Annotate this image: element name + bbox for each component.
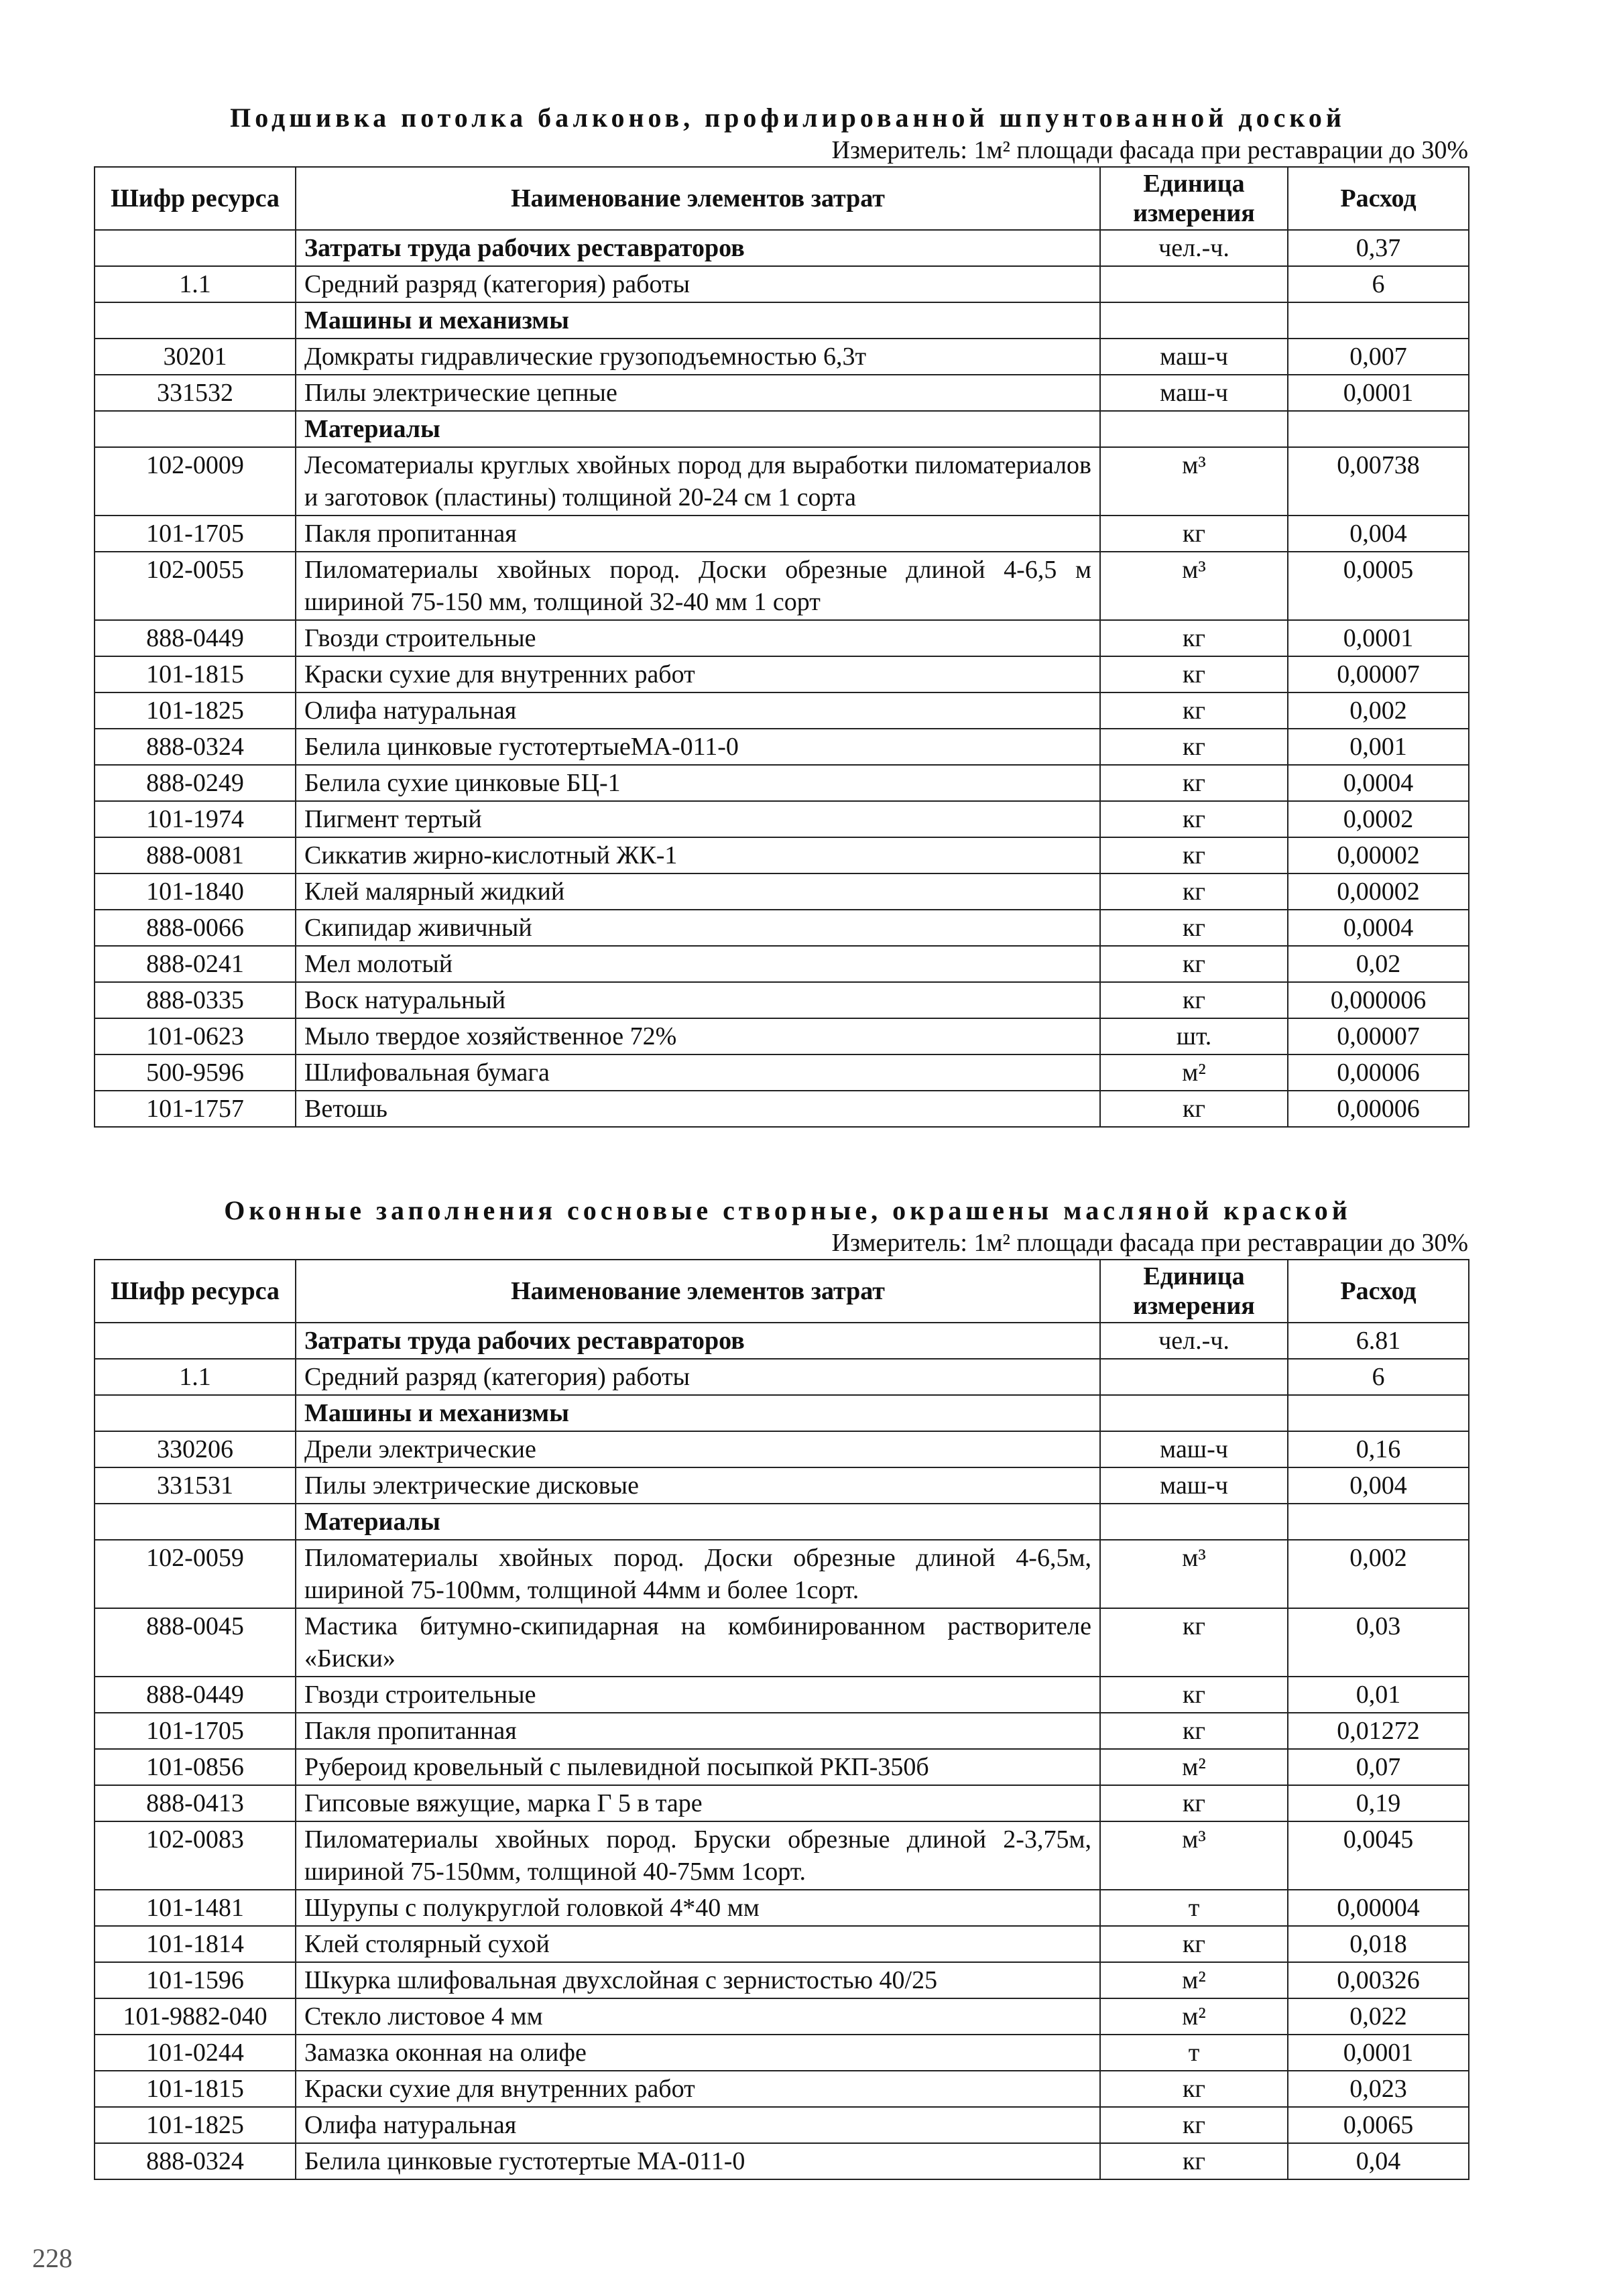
group-row [95,1323,1469,1359]
cell-code: 500-9596 [95,1054,296,1091]
group-row [95,1504,1469,1540]
cell-code: 101-1815 [95,656,296,692]
cell-unit: кг [1100,656,1288,692]
table-row [95,1091,1469,1127]
cell-value [1288,1504,1469,1540]
cell-value: 0,07 [1288,1749,1469,1785]
table-header-row [95,1260,1469,1323]
cell-name: Краски сухие для внутренних работ [296,656,1100,692]
table-body [95,1323,1469,2179]
resource-table [94,166,1469,1128]
table-row [95,375,1469,411]
cell-code: 888-0249 [95,765,296,801]
section-window-fillings [94,1193,1468,2180]
cell-name: Пилы электрические дисковые [296,1467,1100,1504]
cell-code: 30201 [95,339,296,375]
cell-value: 0,0045 [1288,1821,1469,1890]
page-number: 228 [32,2243,72,2273]
cell-unit [1100,266,1288,302]
cell-name: Затраты труда рабочих реставраторов [296,1323,1100,1359]
table-row [95,692,1469,729]
cell-code [95,1323,296,1359]
cell-value: 0,0004 [1288,910,1469,946]
cell-name: Средний разряд (категория) работы [296,266,1100,302]
table-row [95,1713,1469,1749]
measure-unit-note: Измеритель: 1м² площади фасада при реставрации до 30% [831,1229,1468,1257]
cell-value: 0,0005 [1288,552,1469,620]
cell-unit: маш-ч [1100,375,1288,411]
cell-code: 101-1705 [95,516,296,552]
section-title: Подшивка потолка балконов, профилированной шпунтованной доской [230,103,1345,133]
cell-name: Стекло листовое 4 мм [296,1998,1100,2035]
table-row [95,2107,1469,2143]
cell-unit: кг [1100,765,1288,801]
cell-code: 888-0449 [95,1677,296,1713]
table-row [95,837,1469,873]
cell-code: 101-9882-040 [95,1998,296,2035]
cell-name: Пакля пропитанная [296,1713,1100,1749]
cell-code [95,1395,296,1431]
cell-value: 0,00004 [1288,1890,1469,1926]
cell-code: 102-0055 [95,552,296,620]
table-row [95,1608,1469,1677]
cell-unit: кг [1100,1091,1288,1127]
cell-name: Рубероид кровельный с пылевидной посыпкой РКП-350б [296,1749,1100,1785]
cell-name: Шурупы с полукруглой головкой 4*40 мм [296,1890,1100,1926]
cell-name: Гипсовые вяжущие, марка Г 5 в таре [296,1785,1100,1821]
cell-unit: м² [1100,1962,1288,1998]
cell-name: Машины и механизмы [296,1395,1100,1431]
table-row [95,1054,1469,1091]
cell-code: 888-0413 [95,1785,296,1821]
cell-code: 101-0623 [95,1018,296,1054]
table-row [95,801,1469,837]
cell-unit: кг [1100,620,1288,656]
cell-name: Пилы электрические цепные [296,375,1100,411]
cell-value: 0,00007 [1288,656,1469,692]
table-row [95,873,1469,910]
cell-value: 0,0002 [1288,801,1469,837]
cell-unit [1100,1395,1288,1431]
cell-name: Замазка оконная на олифе [296,2035,1100,2071]
cell-value: 0,03 [1288,1608,1469,1677]
cell-name: Гвозди строительные [296,620,1100,656]
group-row [95,1395,1469,1431]
cell-value: 0,018 [1288,1926,1469,1962]
cell-name: Сиккатив жирно-кислотный ЖК-1 [296,837,1100,873]
cell-code: 101-1596 [95,1962,296,1998]
group-row [95,411,1469,447]
cell-code: 101-1481 [95,1890,296,1926]
cell-name: Скипидар живичный [296,910,1100,946]
header-code: Шифр ресурса [95,167,296,230]
cell-name: Олифа натуральная [296,692,1100,729]
cell-value [1288,411,1469,447]
cell-unit: чел.-ч. [1100,1323,1288,1359]
cell-code: 888-0066 [95,910,296,946]
group-row [95,230,1469,266]
cell-value: 0,00002 [1288,837,1469,873]
table-row [95,2035,1469,2071]
cell-unit: кг [1100,910,1288,946]
cell-code: 101-1814 [95,1926,296,1962]
cell-code [95,230,296,266]
cell-unit: кг [1100,516,1288,552]
cell-code: 102-0009 [95,447,296,516]
cell-code: 101-1705 [95,1713,296,1749]
cell-value [1288,302,1469,339]
cell-name: Воск натуральный [296,982,1100,1018]
table-row [95,1785,1469,1821]
cell-unit: кг [1100,837,1288,873]
cell-value: 0,004 [1288,1467,1469,1504]
cell-unit: м³ [1100,1540,1288,1608]
cell-unit: кг [1100,801,1288,837]
cell-name: Пиломатериалы хвойных пород. Доски обрезные длиной 4-6,5м, шириной 75-100мм, толщиной 44мм и более 1сорт. [296,1540,1100,1608]
header-name: Наименование элементов затрат [296,167,1100,230]
header-value: Расход [1288,1260,1469,1323]
cell-code: 101-1825 [95,692,296,729]
cell-unit [1100,1359,1288,1395]
cell-unit: м² [1100,1054,1288,1091]
cell-unit: кг [1100,2071,1288,2107]
cell-unit: маш-ч [1100,1467,1288,1504]
cell-name: Мыло твердое хозяйственное 72% [296,1018,1100,1054]
cell-code: 101-1840 [95,873,296,910]
cell-code: 330206 [95,1431,296,1467]
cell-code: 331532 [95,375,296,411]
cell-code [95,1504,296,1540]
table-row [95,552,1469,620]
cell-value: 0,16 [1288,1431,1469,1467]
cell-value: 0,002 [1288,1540,1469,1608]
cell-unit [1100,411,1288,447]
cell-value: 0,023 [1288,2071,1469,2107]
cell-value: 0,000006 [1288,982,1469,1018]
cell-unit: маш-ч [1100,1431,1288,1467]
cell-unit: кг [1100,1785,1288,1821]
cell-unit: кг [1100,1926,1288,1962]
cell-unit: т [1100,1890,1288,1926]
cell-value: 0,02 [1288,946,1469,982]
cell-value: 0,00007 [1288,1018,1469,1054]
resource-table [94,1259,1469,2180]
table-row [95,1962,1469,1998]
cell-name: Мастика битумно-скипидарная на комбинированном растворителе «Биски» [296,1608,1100,1677]
cell-value: 0,00002 [1288,873,1469,910]
cell-unit: кг [1100,1608,1288,1677]
cell-value: 0,0001 [1288,375,1469,411]
cell-unit: кг [1100,692,1288,729]
cell-unit: т [1100,2035,1288,2071]
header-unit: Единица измерения [1100,1260,1288,1323]
cell-name: Средний разряд (категория) работы [296,1359,1100,1395]
cell-unit: кг [1100,946,1288,982]
cell-value: 0,0001 [1288,620,1469,656]
cell-value: 0,00006 [1288,1091,1469,1127]
table-body [95,230,1469,1127]
cell-unit: м³ [1100,1821,1288,1890]
table-row [95,620,1469,656]
cell-unit: кг [1100,982,1288,1018]
cell-name: Гвозди строительные [296,1677,1100,1713]
cell-unit: чел.-ч. [1100,230,1288,266]
table-row [95,1677,1469,1713]
cell-unit: м³ [1100,447,1288,516]
cell-unit [1100,302,1288,339]
cell-code: 101-1757 [95,1091,296,1127]
cell-code: 888-0241 [95,946,296,982]
cell-code: 888-0335 [95,982,296,1018]
table-row [95,266,1469,302]
cell-value: 0,04 [1288,2143,1469,2179]
cell-value: 6 [1288,1359,1469,1395]
cell-value: 6.81 [1288,1323,1469,1359]
cell-name: Ветошь [296,1091,1100,1127]
header-code: Шифр ресурса [95,1260,296,1323]
cell-value: 0,0001 [1288,2035,1469,2071]
cell-value: 0,022 [1288,1998,1469,2035]
cell-code: 102-0083 [95,1821,296,1890]
section-balcony-ceiling [94,101,1468,1128]
table-row [95,729,1469,765]
cell-unit: кг [1100,1713,1288,1749]
cell-name: Машины и механизмы [296,302,1100,339]
cell-name: Шкурка шлифовальная двухслойная с зернистостью 40/25 [296,1962,1100,1998]
cell-code: 101-1825 [95,2107,296,2143]
table-row [95,1821,1469,1890]
cell-code: 888-0324 [95,2143,296,2179]
cell-name: Белила цинковые густотертые МА-011-0 [296,2143,1100,2179]
cell-unit: кг [1100,2107,1288,2143]
cell-name: Белила сухие цинковые БЦ-1 [296,765,1100,801]
cell-code: 101-1815 [95,2071,296,2107]
cell-code [95,411,296,447]
cell-value: 0,0004 [1288,765,1469,801]
cell-unit [1100,1504,1288,1540]
cell-name: Шлифовальная бумага [296,1054,1100,1091]
table-row [95,765,1469,801]
table-row [95,1018,1469,1054]
cell-unit: шт. [1100,1018,1288,1054]
cell-value: 0,002 [1288,692,1469,729]
cell-name: Материалы [296,411,1100,447]
cell-value: 0,00738 [1288,447,1469,516]
cell-value: 0,00326 [1288,1962,1469,1998]
table-row [95,1540,1469,1608]
cell-code: 888-0045 [95,1608,296,1677]
cell-code: 101-1974 [95,801,296,837]
table-row [95,982,1469,1018]
header-unit: Единица измерения [1100,167,1288,230]
cell-value: 0,19 [1288,1785,1469,1821]
cell-name: Клей столярный сухой [296,1926,1100,1962]
cell-name: Краски сухие для внутренних работ [296,2071,1100,2107]
cell-unit: м³ [1100,552,1288,620]
cell-value: 0,01 [1288,1677,1469,1713]
cell-unit: кг [1100,2143,1288,2179]
cell-unit: маш-ч [1100,339,1288,375]
cell-value: 0,00006 [1288,1054,1469,1091]
cell-name: Пигмент тертый [296,801,1100,837]
cell-name: Лесоматериалы круглых хвойных пород для выработки пиломатериалов и заготовок (пластины) толщиной 20-24 см 1 сорта [296,447,1100,516]
section-title: Оконные заполнения сосновые створные, окрашены масляной краской [224,1195,1351,1225]
cell-code: 1.1 [95,266,296,302]
cell-name: Пиломатериалы хвойных пород. Бруски обрезные длиной 2-3,75м, шириной 75-150мм, толщиной 40-75мм 1сорт. [296,1821,1100,1890]
cell-name: Пиломатериалы хвойных пород. Доски обрезные длиной 4-6,5 м шириной 75-150 мм, толщиной 32-40 мм 1 сорт [296,552,1100,620]
cell-value [1288,1395,1469,1431]
cell-code [95,302,296,339]
cell-name: Дрели электрические [296,1431,1100,1467]
cell-value: 0,0065 [1288,2107,1469,2143]
cell-name: Мел молотый [296,946,1100,982]
table-row [95,1926,1469,1962]
cell-unit: кг [1100,729,1288,765]
cell-unit: м² [1100,1998,1288,2035]
measure-unit-note: Измеритель: 1м² площади фасада при реставрации до 30% [831,136,1468,164]
cell-code: 888-0449 [95,620,296,656]
table-row [95,2143,1469,2179]
table-row [95,946,1469,982]
cell-code: 331531 [95,1467,296,1504]
cell-name: Домкраты гидравлические грузоподъемностью 6,3т [296,339,1100,375]
cell-code: 101-0856 [95,1749,296,1785]
cell-value: 0,01272 [1288,1713,1469,1749]
cell-name: Материалы [296,1504,1100,1540]
cell-code: 888-0324 [95,729,296,765]
cell-code: 888-0081 [95,837,296,873]
cell-code: 101-0244 [95,2035,296,2071]
table-row [95,2071,1469,2107]
table-row [95,910,1469,946]
cell-name: Белила цинковые густотертыеМА-011-0 [296,729,1100,765]
cell-value: 0,001 [1288,729,1469,765]
cell-unit: кг [1100,1677,1288,1713]
header-name: Наименование элементов затрат [296,1260,1100,1323]
group-row [95,302,1469,339]
table-row [95,1359,1469,1395]
table-row [95,516,1469,552]
table-row [95,656,1469,692]
cell-value: 6 [1288,266,1469,302]
table-row [95,1890,1469,1926]
table-row [95,1998,1469,2035]
table-row [95,1431,1469,1467]
cell-unit: кг [1100,873,1288,910]
cell-value: 0,37 [1288,230,1469,266]
cell-name: Затраты труда рабочих реставраторов [296,230,1100,266]
cell-name: Клей малярный жидкий [296,873,1100,910]
table-row [95,447,1469,516]
table-row [95,339,1469,375]
table-row [95,1749,1469,1785]
cell-code: 102-0059 [95,1540,296,1608]
cell-name: Пакля пропитанная [296,516,1100,552]
cell-name: Олифа натуральная [296,2107,1100,2143]
table-row [95,1467,1469,1504]
cell-unit: м² [1100,1749,1288,1785]
cell-value: 0,004 [1288,516,1469,552]
cell-value: 0,007 [1288,339,1469,375]
table-header-row [95,167,1469,230]
cell-code: 1.1 [95,1359,296,1395]
header-value: Расход [1288,167,1469,230]
